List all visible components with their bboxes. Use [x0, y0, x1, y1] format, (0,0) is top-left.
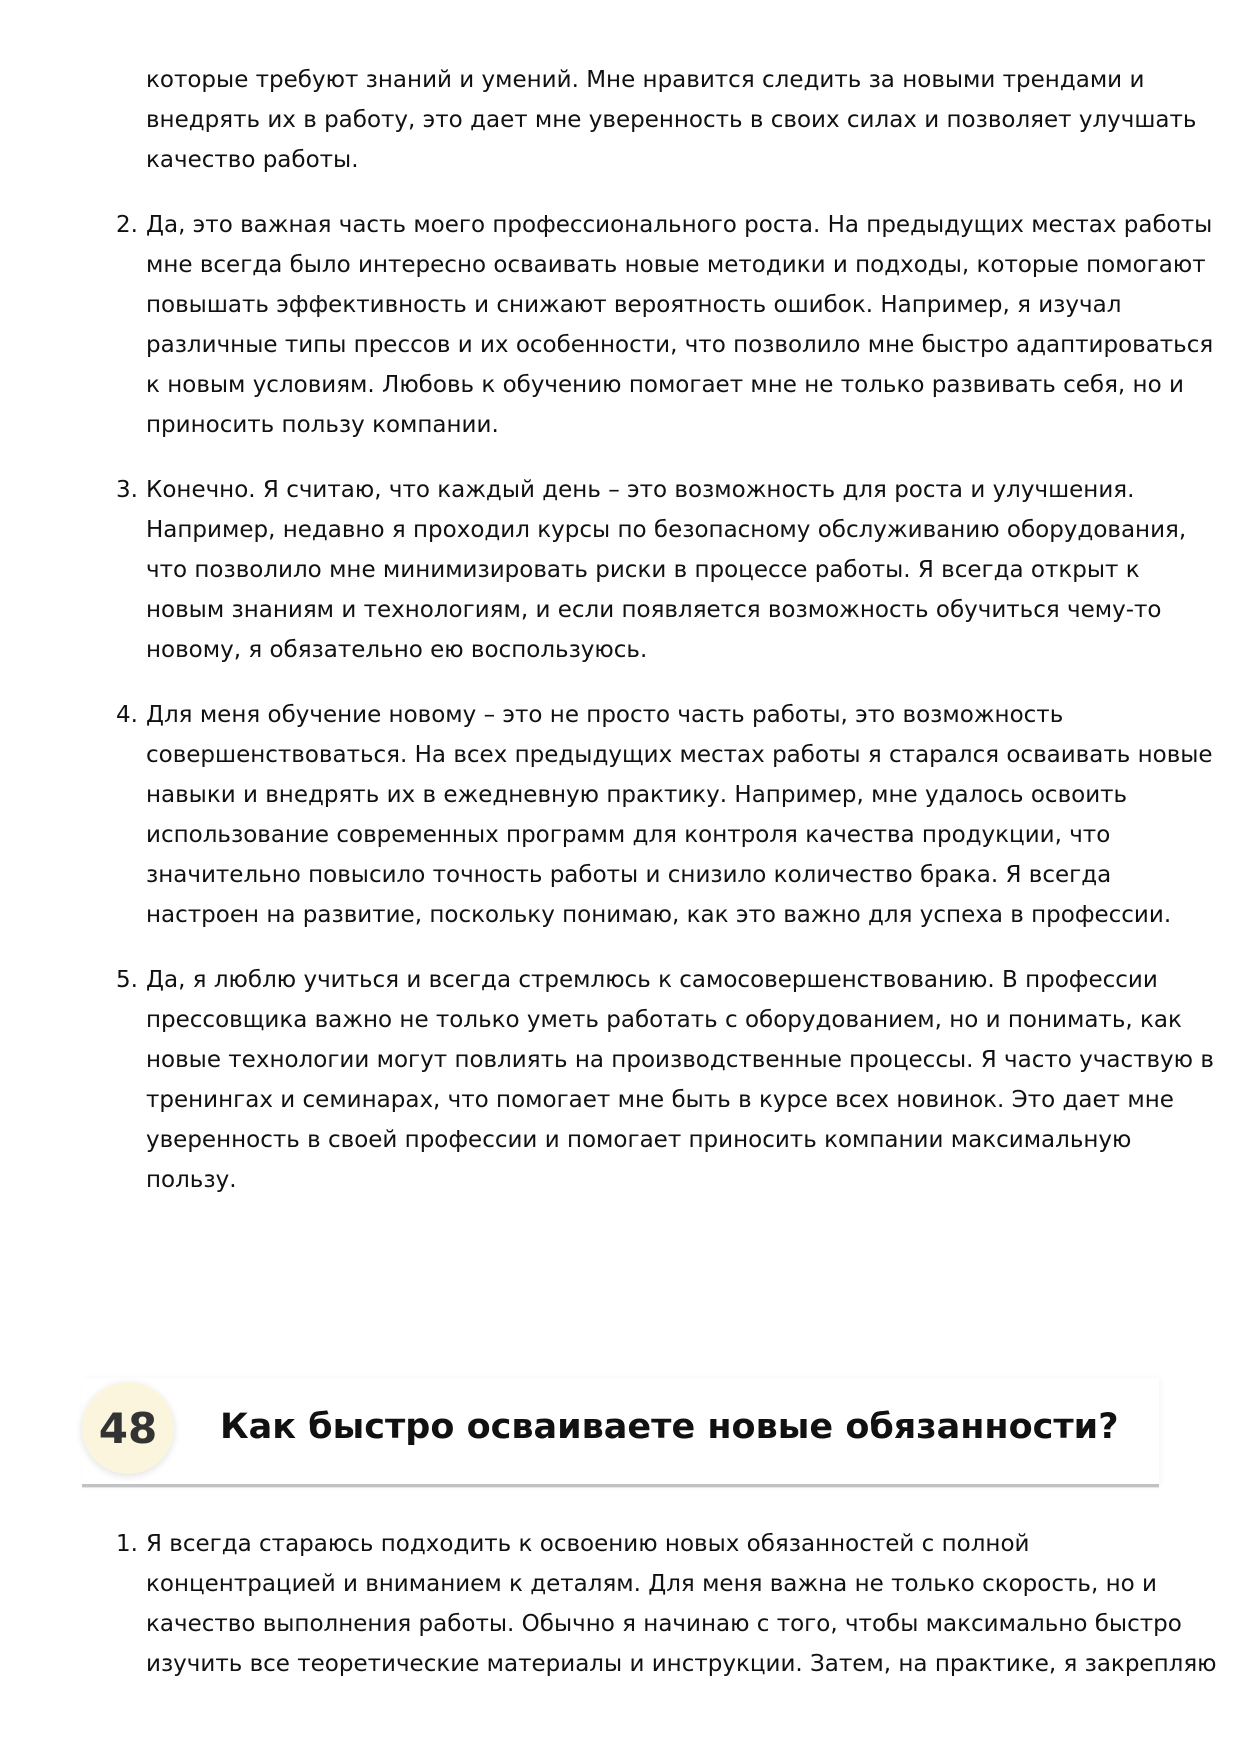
answer-line: новым знаниям и технологиям, и если появляется возможность обучиться чему-то — [146, 597, 1162, 623]
answer-list — [0, 1524, 1239, 1684]
answer-text — [146, 470, 1187, 670]
answer-line: что позволило мне минимизировать риски в процессе работы. Я всегда открыт к — [146, 557, 1140, 583]
answer-line: использование современных программ для контроля качества продукции, что — [146, 822, 1111, 848]
answer-line: Да, я люблю учиться и всегда стремлюсь к самосовершенствованию. В профессии — [146, 967, 1158, 993]
answer-list — [0, 60, 1239, 1200]
answer-line: приносить пользу компании. — [146, 412, 499, 438]
answer-item — [0, 60, 1239, 180]
answer-line: качество выполнения работы. Обычно я начинаю с того, чтобы максимально быстро — [146, 1611, 1182, 1637]
answer-item — [0, 470, 1239, 670]
answer-text — [146, 695, 1213, 935]
answer-line: Конечно. Я считаю, что каждый день – это возможность для роста и улучшения. — [146, 477, 1135, 503]
answer-line: тренингах и семинарах, что помогает мне быть в курсе всех новинок. Это дает мне — [146, 1087, 1174, 1113]
previous-question-answers — [0, 60, 1239, 1225]
answer-line: Да, это важная часть моего профессионального роста. На предыдущих местах работы — [146, 212, 1213, 238]
answer-text — [146, 1524, 1217, 1684]
answer-line: мне всегда было интересно осваивать новые методики и подходы, которые помогают — [146, 252, 1206, 278]
answer-line: повышать эффективность и снижают вероятность ошибок. Например, я изучал — [146, 292, 1122, 318]
question-header — [82, 1378, 1159, 1487]
answer-line: прессовщика важно не только уметь работать с оборудованием, но и понимать, как — [146, 1007, 1182, 1033]
answer-text — [146, 960, 1214, 1200]
question-48-answers — [0, 1524, 1239, 1709]
answer-line: внедрять их в работу, это дает мне уверенность в своих силах и позволяет улучшать — [146, 107, 1197, 133]
answer-line: навыки и внедрять их в ежедневную практику. Например, мне удалось освоить — [146, 782, 1128, 808]
answer-item — [0, 960, 1239, 1200]
question-title: Как быстро осваиваете новые обязанности? — [220, 1407, 1119, 1447]
answer-number: 4. — [116, 702, 138, 728]
answer-line: пользу. — [146, 1167, 237, 1193]
answer-number: 3. — [116, 477, 138, 503]
answer-line: настроен на развитие, поскольку понимаю, как это важно для успеха в профессии. — [146, 902, 1172, 928]
question-number-badge: 48 — [82, 1382, 174, 1474]
answer-line: новому, я обязательно ею воспользуюсь. — [146, 637, 648, 663]
answer-text — [146, 60, 1197, 180]
answer-line: качество работы. — [146, 147, 359, 173]
answer-line: к новым условиям. Любовь к обучению помогает мне не только развивать себя, но и — [146, 372, 1184, 398]
answer-line: изучить все теоретические материалы и инструкции. Затем, на практике, я закрепляю — [146, 1651, 1217, 1677]
answer-line: различные типы прессов и их особенности, что позволило мне быстро адаптироваться — [146, 332, 1214, 358]
answer-line: Для меня обучение новому – это не просто часть работы, это возможность — [146, 702, 1064, 728]
answer-line: совершенствоваться. На всех предыдущих местах работы я старался осваивать новые — [146, 742, 1213, 768]
answer-number: 2. — [116, 212, 138, 238]
answer-line: новые технологии могут повлиять на производственные процессы. Я часто участвую в — [146, 1047, 1214, 1073]
answer-number: 1. — [116, 1531, 138, 1557]
answer-number: 5. — [116, 967, 138, 993]
answer-line: Я всегда стараюсь подходить к освоению новых обязанностей с полной — [146, 1531, 1030, 1557]
answer-item — [0, 205, 1239, 445]
answer-item — [0, 1524, 1239, 1684]
answer-line: значительно повысило точность работы и снизило количество брака. Я всегда — [146, 862, 1112, 888]
answer-item — [0, 695, 1239, 935]
answer-text — [146, 205, 1214, 445]
answer-line: концентрацией и вниманием к деталям. Для меня важна не только скорость, но и — [146, 1571, 1157, 1597]
answer-line: Например, недавно я проходил курсы по безопасному обслуживанию оборудования, — [146, 517, 1187, 543]
answer-line: которые требуют знаний и умений. Мне нравится следить за новыми трендами и — [146, 67, 1145, 93]
answer-line: уверенность в своей профессии и помогает приносить компании максимальную — [146, 1127, 1132, 1153]
